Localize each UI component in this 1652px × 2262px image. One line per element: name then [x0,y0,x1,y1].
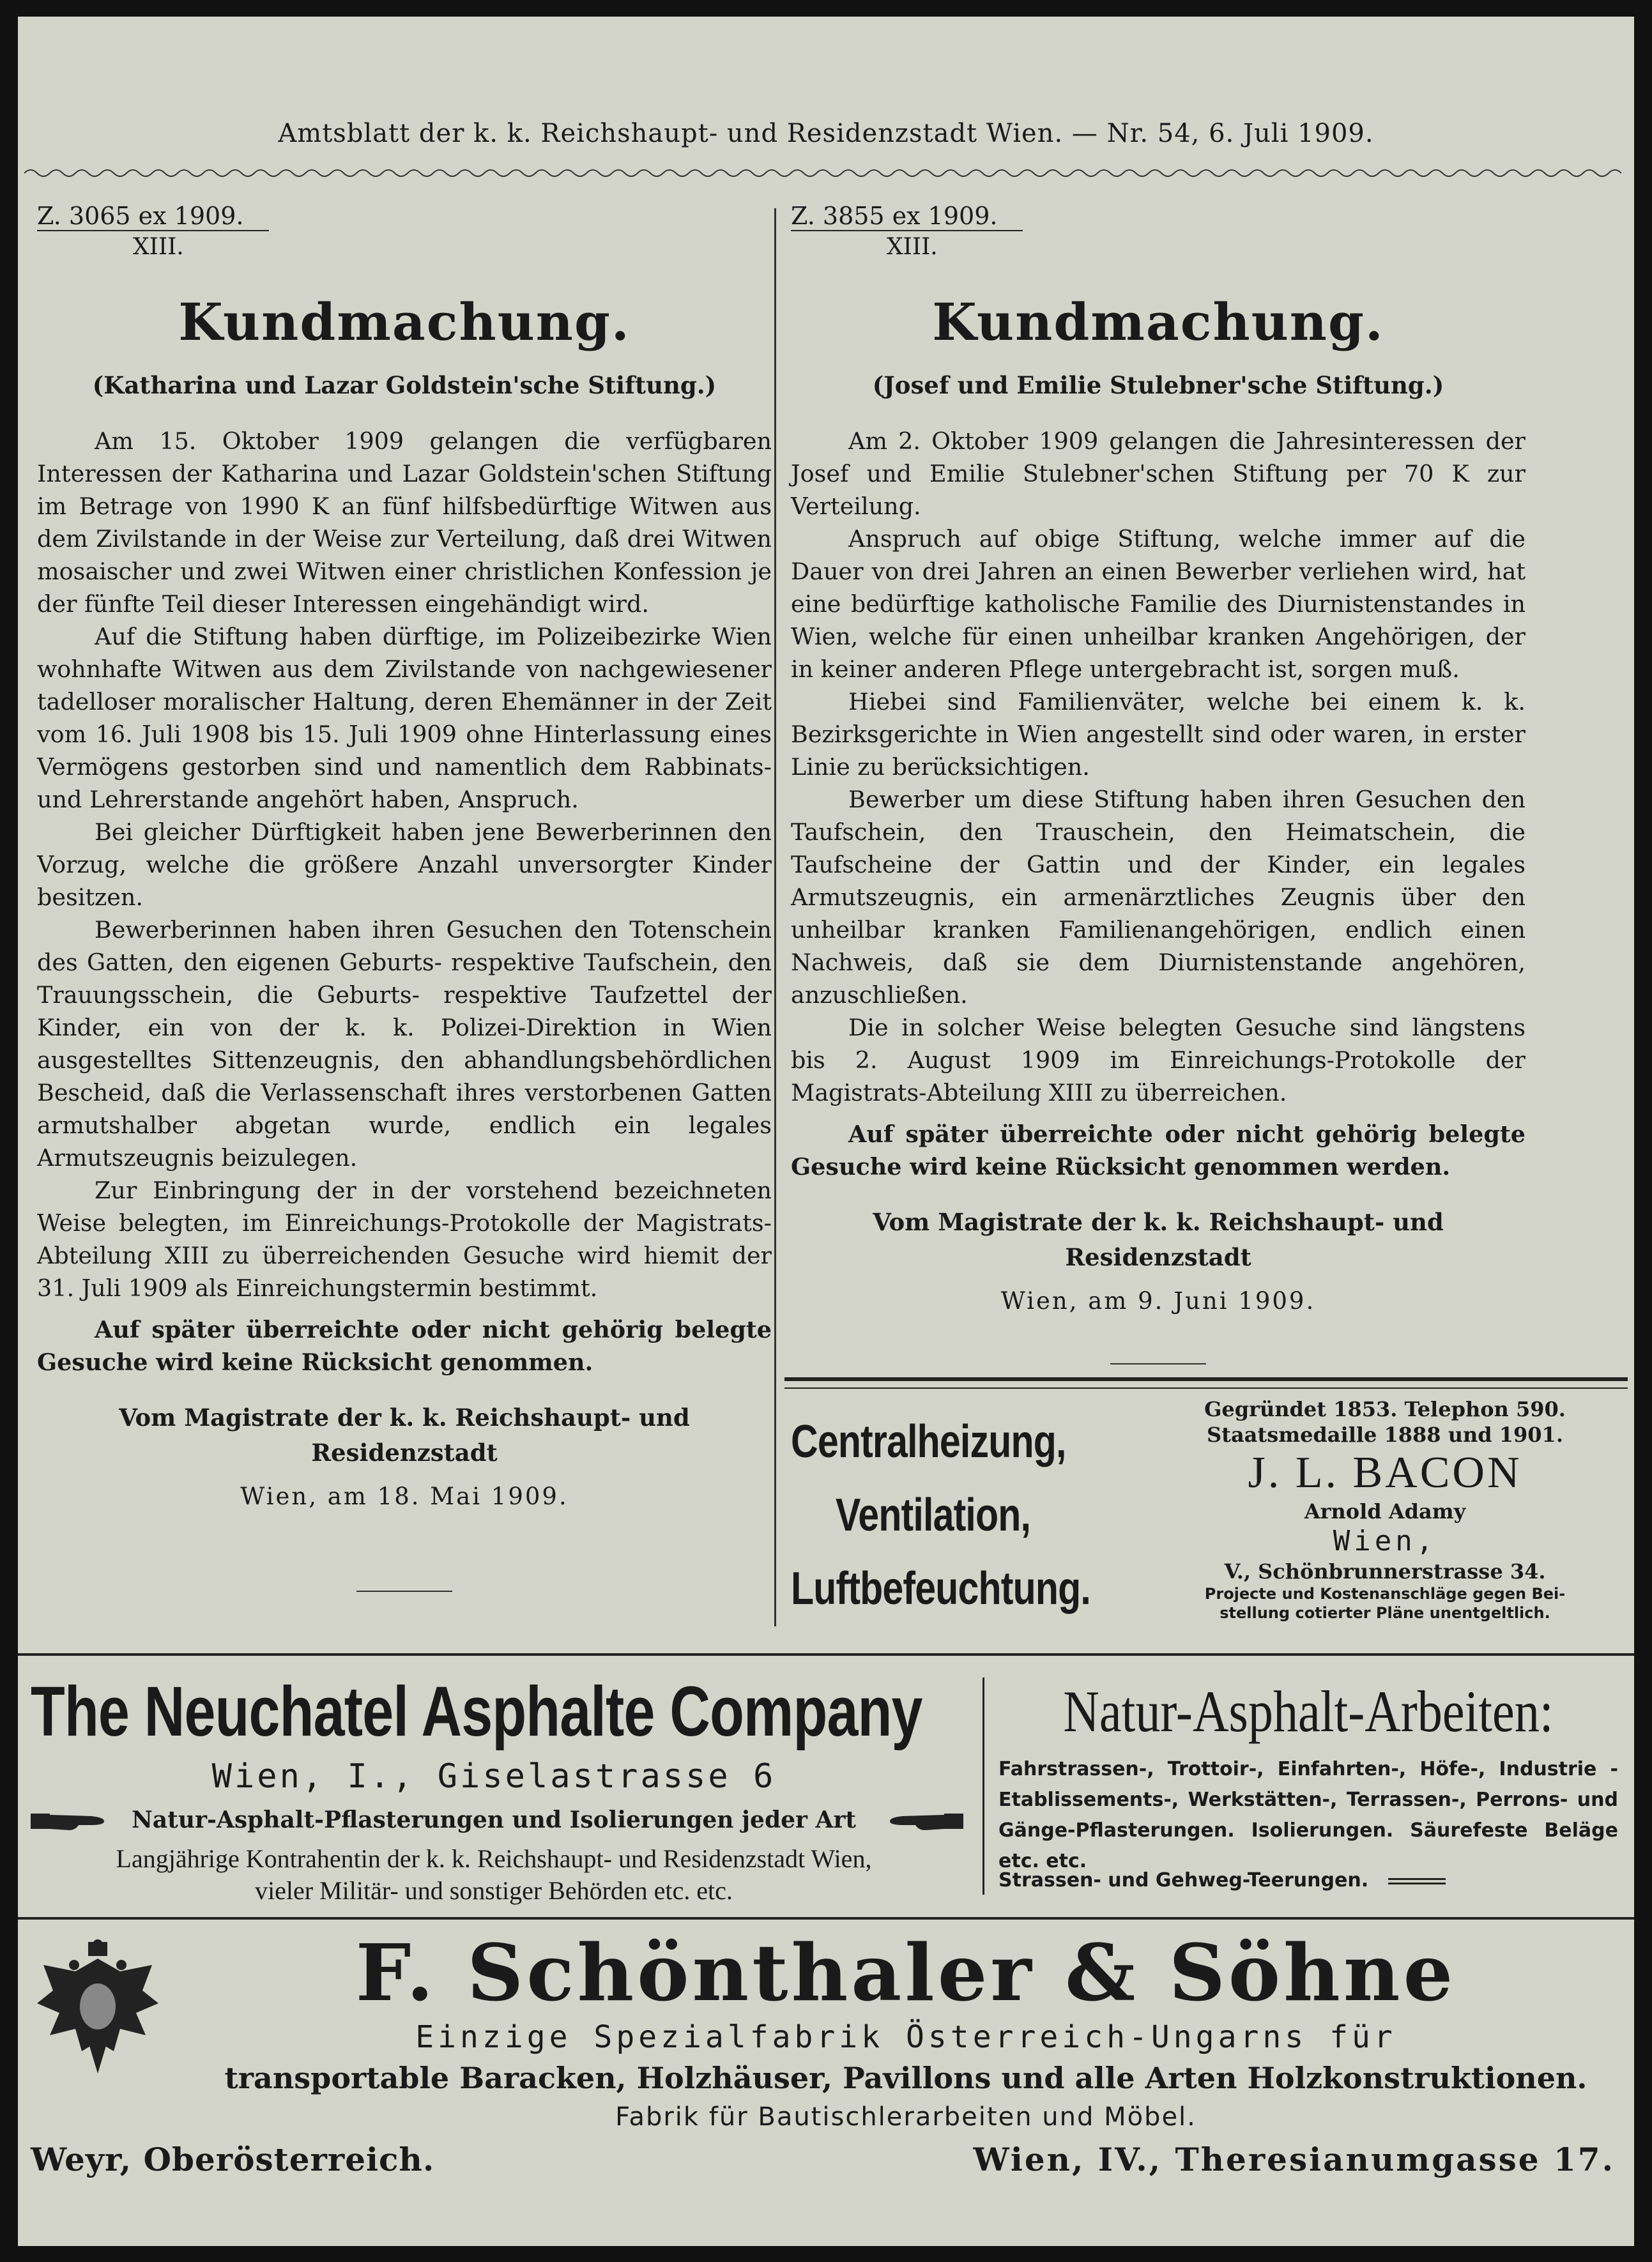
note: stellung cotierter Pläne unentgeltlich. [1220,1604,1550,1622]
horizontal-rule [18,1653,1634,1656]
company-name: J. L. BACON [1248,1448,1522,1497]
ad-heading: Luftbefeuchtung. [791,1563,1090,1614]
divider [356,1591,452,1592]
department: XIII. [133,234,184,260]
pointing-hand-left-icon [887,1808,963,1834]
reference-number: Z. 3065 ex 1909. [37,202,269,231]
company-name: F. Schönthaler & Söhne [355,1927,1457,2019]
paragraph: Zur Einbringung der in der vorstehend bezeichneten Weise belegten, im Einreichungs-Protokolle der Magistrats-Abteilung XIII zu überreichenden Gesuche wird hiemit der 31. Juli 1909 als Einreichungstermin bestimmt. [37,1177,772,1302]
location-weyr: Weyr, Oberösterreich. [31,2141,435,2178]
paragraph: Am 15. Oktober 1909 gelangen die verfügbaren Interessen der Katharina und Lazar Goldstein'schen Stiftung im Betrage von 1990 K an fünf hilfsbedürftige Witwen aus dem Zivilstande in der Weise zur Verteilung, daß drei Witwen mosaischer und zwei Witwen einer christlichen Konfession je der fünfte Teil dieser Interessen eingehändigt wird. [37,427,772,618]
paragraph: Hiebei sind Familienväter, welche bei einem k. k. Bezirksgerichte in Wien angestellt sind oder waren, in erster Linie zu berücksichtigen. [791,688,1526,781]
paragraph: Anspruch auf obige Stiftung, welche immer auf die Dauer von drei Jahren an einen Bewerber verliehen wird, hat eine bedürftige katholische Familie des Diurnistenstandes in Wien, welche für einen unheilbar kranken Angehörigen, der in keiner anderen Pflege untergebracht ist, sorgen muß. [791,525,1526,683]
horizontal-rule [18,1917,1634,1920]
signature-date: Wien, am 18. Mai 1909. [240,1483,569,1510]
products: transportable Baracken, Holzhäuser, Pavillons und alle Arten Holzkonstruktionen. [224,2061,1587,2095]
reference-line: vieler Militär- und sonstiger Behörden etc. etc. [255,1876,733,1905]
founded: Gegründet 1853. Telephon 590. [1204,1397,1566,1421]
medal: Staatsmedaille 1888 und 1901. [1207,1423,1563,1447]
reference-number: Z. 3855 ex 1909. [791,202,1023,231]
reference-line: Langjährige Kontrahentin der k. k. Reichshaupt- und Residenzstadt Wien, [116,1844,872,1873]
warning-paragraph: Auf später überreichte oder nicht gehörig belegte Gesuche wird keine Rücksicht genommen werden. [791,1120,1526,1181]
tagline: Einzige Spezialfabrik Österreich-Ungarns für [415,2019,1396,2055]
column-rule [983,1677,984,1895]
address: Wien, I., Giselastrasse 6 [211,1757,776,1796]
paragraph: Bewerberinnen haben ihren Gesuchen den Totenschein des Gatten, den eigenen Geburts- respektive Taufschein, den Trauungsschein, die Geburts- respektive Taufzettel der Kinder, ein von der k. k. Polizei-Direktion in Wien ausgestelltes Sittenzeugnis, den abhandlungsbehördlichen Bescheid, daß die Verlassenschaft ihres verstorbenen Gatten armutshalber abgetan wurde, endlich ein legales Armutszeugnis beizulegen. [37,916,772,1172]
signature [37,1400,772,1514]
paragraph: Am 2. Oktober 1909 gelangen die Jahresinteressen der Josef und Emilie Stulebner'schen Stiftung per 70 K zur Verteilung. [791,427,1526,520]
right-announcement [791,202,1526,1364]
location-wien: Wien, IV., Theresianumgasse 17. [973,2141,1615,2178]
wavy-divider [24,167,1621,180]
note: Projecte und Kostenanschläge gegen Bei- [1204,1585,1566,1603]
announcement-title: Kundmachung. [178,292,631,352]
signature [791,1205,1526,1318]
paragraph: Die in solcher Weise belegten Gesuche sind längstens bis 2. August 1909 im Einreichungs-Protokolle der Magistrats-Abteilung XIII zu überreichen. [791,1014,1526,1106]
city: Wien, [1333,1525,1437,1557]
divider [1110,1363,1206,1364]
teerungen: Strassen- und Gehweg-Teerungen. [998,1869,1369,1891]
ad-top-rule [784,1377,1628,1389]
column-rule [774,208,776,1626]
company-name: The Neuchatel Asphalte Company [31,1672,922,1751]
factory-line: Fabrik für Bautischlerarbeiten und Möbel. [615,2102,1197,2132]
neuchatel-advertisement [18,1665,1634,1920]
foundation-name: (Josef und Emilie Stulebner'sche Stiftung.) [872,371,1444,399]
paragraph: Auf die Stiftung haben dürftige, im Polizeibezirke Wien wohnhafte Witwen aus dem Zivilstande von nachgewiesener tadelloser moralischer Haltung, deren Ehemänner in der Zeit vom 16. Juli 1908 bis 15. Juli 1909 ohne Hinterlassung eines Vermögens gestorben sind und namentlich dem Rabbinats- und Lehrerstande angehört haben, Anspruch. [37,623,772,813]
paragraph: Bewerber um diese Stiftung haben ihren Gesuchen den Taufschein, den Trauschein, den Heimatschein, die Taufscheine der Gattin und der Kinder, ein legales Armutszeugnis, ein armenärztliches Zeugnis über den unheilbar kranken Familienangehörigen, endlich einen Nachweis, daß sie dem Diurnistenstande angehören, anzuschließen. [791,786,1526,1009]
announcement-title: Kundmachung. [932,292,1384,352]
paragraph: Bei gleicher Dürftigkeit haben jene Bewerberinnen den Vorzug, welche die größere Anzahl unversorgter Kinder besitzen. [37,818,772,911]
services-list: Fahrstrassen-, Trottoir-, Einfahrten-, Höfe-, Industrie - Etablissements-, Werkstätten-, Terrassen-, Perrons- und Gänge-Pflasterungen. Isolierungen. Säurefeste Beläge etc. etc. [998,1758,1618,1872]
signature-date: Wien, am 9. Juni 1909. [1000,1287,1316,1315]
department: XIII. [887,234,938,260]
bacon-advertisement [784,1377,1628,1646]
signature-authority: Vom Magistrate der k. k. Reichshaupt- und Residenzstadt [119,1403,690,1467]
foundation-name: (Katharina und Lazar Goldstein'sche Stiftung.) [92,371,717,399]
bacon-details [1142,1396,1628,1623]
address: V., Schönbrunnerstrasse 34. [1224,1559,1546,1584]
ad-heading: Ventilation, [836,1490,1031,1541]
left-announcement [37,202,772,1592]
services: Natur-Asphalt-Pflasterungen und Isolierungen jeder Art [131,1807,857,1833]
double-eagle-crest-icon [31,1939,165,2080]
schonthaler-advertisement [18,1927,1634,2246]
warning-paragraph: Auf später überreichte oder nicht gehörig belegte Gesuche wird keine Rücksicht genommen. [37,1316,772,1376]
signature-authority: Vom Magistrate der k. k. Reichshaupt- und Residenzstadt [873,1208,1444,1271]
page-header: Amtsblatt der k. k. Reichshaupt- und Residenzstadt Wien. — Nr. 54, 6. Juli 1909. [278,119,1374,148]
ad-heading: Centralheizung, [791,1416,1066,1467]
services-last [998,1869,1618,1891]
double-rule [1388,1878,1446,1884]
newspaper-page [18,17,1634,2246]
services-heading: Natur-Asphalt-Arbeiten: [1063,1679,1554,1744]
owner: Arnold Adamy [1304,1499,1466,1524]
